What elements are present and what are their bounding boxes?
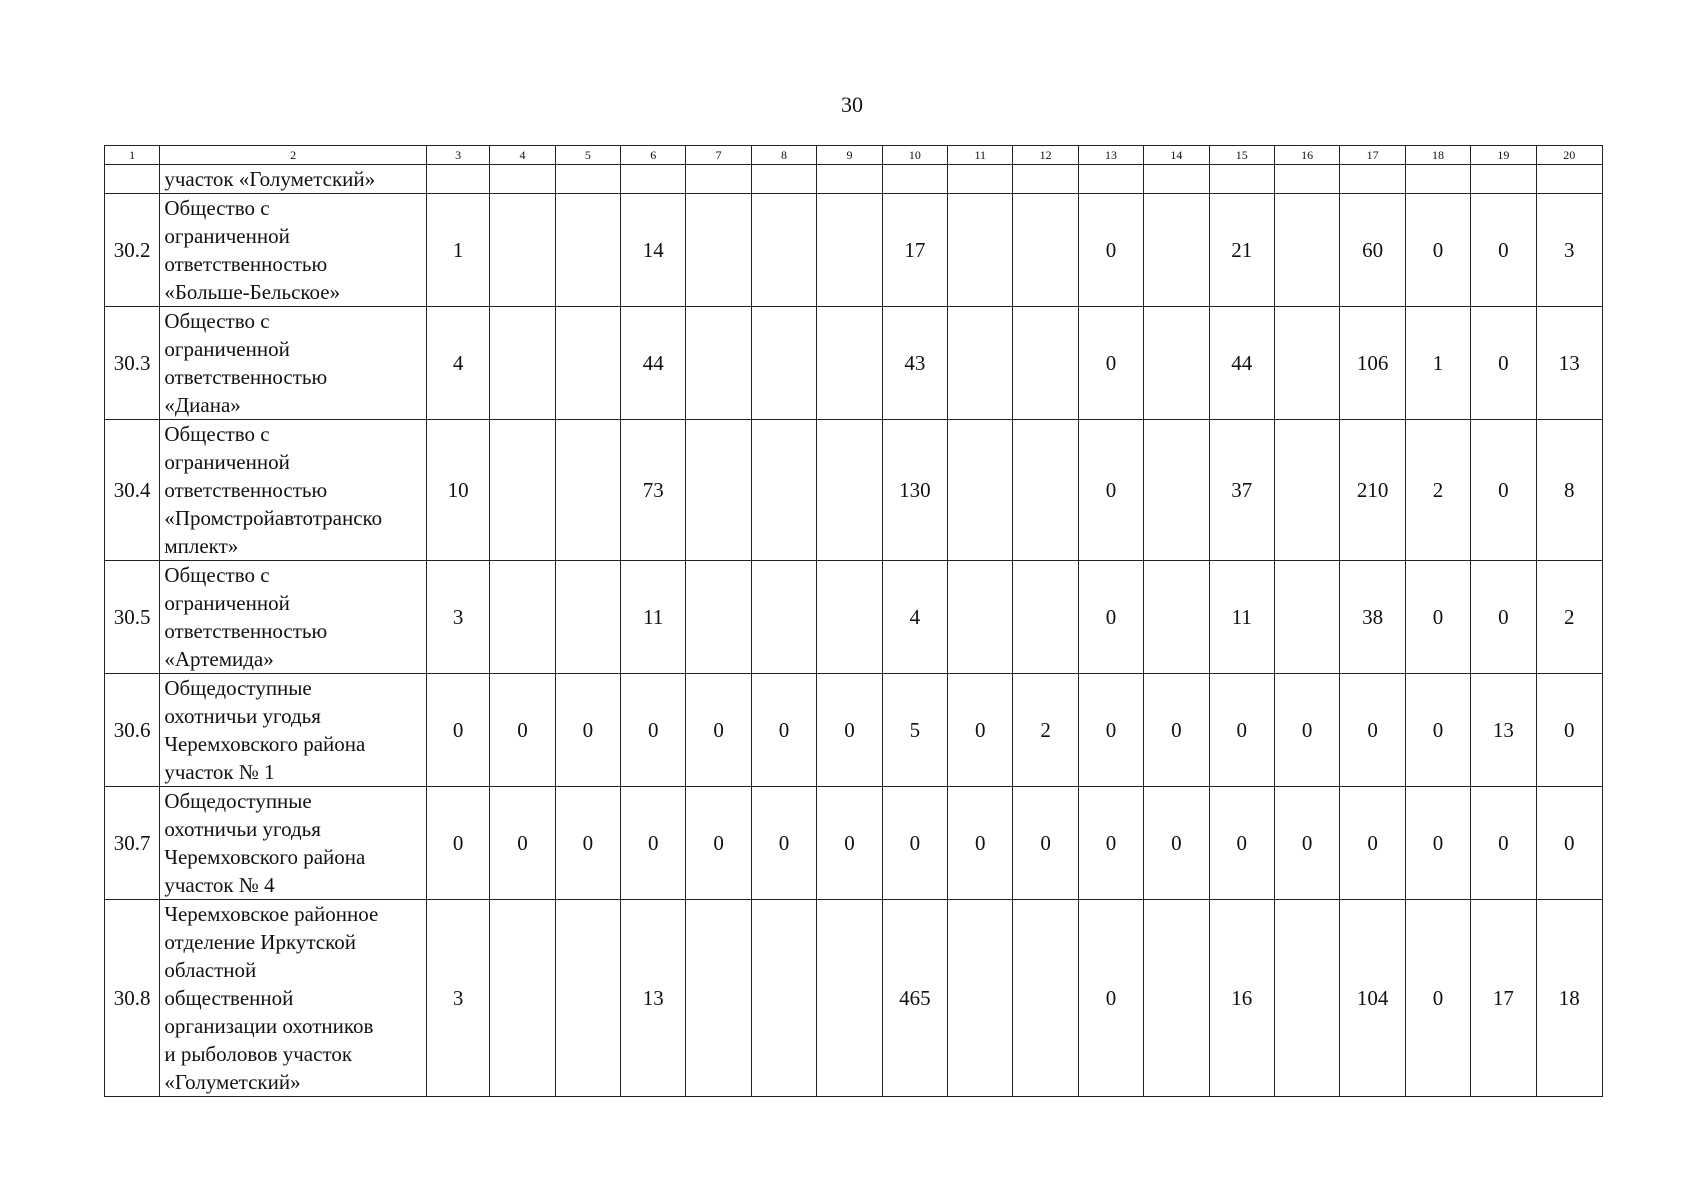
value-cell: 0 xyxy=(1274,787,1339,900)
table-row xyxy=(105,674,1603,787)
value-cell xyxy=(948,165,1013,194)
value-cell xyxy=(555,900,620,1097)
value-cell xyxy=(1013,420,1078,561)
value-cell: 13 xyxy=(1471,674,1536,787)
value-cell xyxy=(1144,165,1209,194)
value-cell: 8 xyxy=(1536,420,1602,561)
value-cell xyxy=(948,900,1013,1097)
value-cell xyxy=(1144,900,1209,1097)
organization-name-line: «Диана» xyxy=(164,393,241,417)
column-header: 16 xyxy=(1274,146,1339,165)
value-cell: 17 xyxy=(1471,900,1536,1097)
value-cell: 0 xyxy=(1274,674,1339,787)
row-number: 30.5 xyxy=(105,561,160,674)
value-cell xyxy=(1274,561,1339,674)
organization-name-line: ответственностью xyxy=(164,365,328,389)
value-cell: 13 xyxy=(1536,307,1602,420)
organization-name-line: Черемховское районное xyxy=(164,902,379,926)
value-cell: 0 xyxy=(1405,194,1470,307)
value-cell: 44 xyxy=(1209,307,1274,420)
organization-name-line: «Артемида» xyxy=(164,647,274,671)
value-cell: 0 xyxy=(555,787,620,900)
value-cell: 0 xyxy=(1405,674,1470,787)
value-cell xyxy=(1144,561,1209,674)
value-cell: 0 xyxy=(1078,561,1143,674)
value-cell xyxy=(555,420,620,561)
value-cell xyxy=(1078,165,1143,194)
value-cell: 0 xyxy=(1078,307,1143,420)
value-cell: 0 xyxy=(1405,787,1470,900)
value-cell xyxy=(1274,307,1339,420)
row-number: 30.2 xyxy=(105,194,160,307)
organization-name-line: ответственностью xyxy=(164,478,328,502)
organization-name-line: ограниченной xyxy=(164,337,290,361)
value-cell: 130 xyxy=(882,420,947,561)
value-cell: 17 xyxy=(882,194,947,307)
value-cell xyxy=(948,307,1013,420)
row-number: 30.6 xyxy=(105,674,160,787)
value-cell xyxy=(1405,165,1470,194)
column-header: 15 xyxy=(1209,146,1274,165)
value-cell xyxy=(1144,420,1209,561)
row-number: 30.7 xyxy=(105,787,160,900)
column-header: 17 xyxy=(1340,146,1405,165)
value-cell xyxy=(490,307,555,420)
value-cell xyxy=(555,561,620,674)
organization-name xyxy=(160,561,427,674)
value-cell: 0 xyxy=(621,787,686,900)
value-cell xyxy=(426,165,489,194)
organization-name xyxy=(160,165,427,194)
value-cell xyxy=(817,900,882,1097)
data-table xyxy=(104,145,1603,1097)
value-cell: 0 xyxy=(1078,674,1143,787)
value-cell: 0 xyxy=(426,787,489,900)
value-cell: 21 xyxy=(1209,194,1274,307)
value-cell: 0 xyxy=(621,674,686,787)
value-cell: 0 xyxy=(751,787,816,900)
value-cell: 16 xyxy=(1209,900,1274,1097)
value-cell: 0 xyxy=(1078,787,1143,900)
organization-name xyxy=(160,420,427,561)
value-cell xyxy=(751,900,816,1097)
value-cell xyxy=(490,561,555,674)
organization-name-line: организации охотников xyxy=(164,1014,374,1038)
column-header: 19 xyxy=(1471,146,1536,165)
value-cell: 0 xyxy=(1013,787,1078,900)
value-cell xyxy=(555,194,620,307)
value-cell: 210 xyxy=(1340,420,1405,561)
value-cell xyxy=(751,307,816,420)
value-cell: 5 xyxy=(882,674,947,787)
value-cell: 0 xyxy=(1471,307,1536,420)
value-cell xyxy=(817,420,882,561)
value-cell xyxy=(490,420,555,561)
value-cell: 0 xyxy=(948,674,1013,787)
value-cell xyxy=(1274,900,1339,1097)
organization-name-line: мплект» xyxy=(164,534,239,558)
value-cell: 11 xyxy=(1209,561,1274,674)
value-cell: 0 xyxy=(1471,787,1536,900)
value-cell xyxy=(948,561,1013,674)
value-cell xyxy=(555,165,620,194)
value-cell: 104 xyxy=(1340,900,1405,1097)
value-cell xyxy=(1274,165,1339,194)
table-row xyxy=(105,194,1603,307)
organization-name-line: Общество с xyxy=(164,196,270,220)
organization-name-line: Общество с xyxy=(164,309,270,333)
value-cell: 0 xyxy=(1405,900,1470,1097)
organization-name xyxy=(160,674,427,787)
value-cell: 0 xyxy=(1536,674,1602,787)
value-cell: 0 xyxy=(751,674,816,787)
value-cell: 0 xyxy=(1340,787,1405,900)
table-row xyxy=(105,900,1603,1097)
value-cell: 0 xyxy=(1536,787,1602,900)
value-cell xyxy=(555,307,620,420)
organization-name-line: участок «Голуметский» xyxy=(164,167,376,191)
organization-name-line: «Голуметский» xyxy=(164,1070,301,1094)
organization-name-line: ограниченной xyxy=(164,450,290,474)
value-cell: 73 xyxy=(621,420,686,561)
column-header: 8 xyxy=(751,146,816,165)
organization-name-line: ограниченной xyxy=(164,224,290,248)
organization-name-line: ограниченной xyxy=(164,591,290,615)
row-number: 30.8 xyxy=(105,900,160,1097)
row-number: 30.3 xyxy=(105,307,160,420)
value-cell: 0 xyxy=(686,674,751,787)
organization-name-line: и рыболовов участок xyxy=(164,1042,353,1066)
value-cell xyxy=(490,194,555,307)
organization-name-line: ответственностью xyxy=(164,619,328,643)
column-header: 7 xyxy=(686,146,751,165)
value-cell xyxy=(686,307,751,420)
value-cell xyxy=(817,165,882,194)
value-cell xyxy=(1209,165,1274,194)
value-cell: 0 xyxy=(555,674,620,787)
organization-name-line: Общедоступные xyxy=(164,676,312,700)
value-cell: 0 xyxy=(490,674,555,787)
page-number: 30 xyxy=(841,92,863,117)
value-cell: 37 xyxy=(1209,420,1274,561)
value-cell: 0 xyxy=(1471,561,1536,674)
value-cell: 3 xyxy=(1536,194,1602,307)
value-cell: 18 xyxy=(1536,900,1602,1097)
value-cell xyxy=(751,561,816,674)
organization-name xyxy=(160,787,427,900)
value-cell: 60 xyxy=(1340,194,1405,307)
value-cell: 10 xyxy=(426,420,489,561)
value-cell xyxy=(817,561,882,674)
value-cell xyxy=(948,194,1013,307)
organization-name xyxy=(160,194,427,307)
value-cell: 1 xyxy=(1405,307,1470,420)
value-cell: 0 xyxy=(1078,420,1143,561)
value-cell: 0 xyxy=(817,787,882,900)
value-cell xyxy=(751,194,816,307)
organization-name-line: Черемховского района xyxy=(164,845,366,869)
organization-name-line: ответственностью xyxy=(164,252,328,276)
table-row xyxy=(105,307,1603,420)
organization-name-line: участок № 1 xyxy=(164,760,275,784)
value-cell: 0 xyxy=(1144,787,1209,900)
value-cell xyxy=(1536,165,1602,194)
value-cell: 0 xyxy=(1209,787,1274,900)
column-header: 18 xyxy=(1405,146,1470,165)
value-cell xyxy=(1144,194,1209,307)
header-row xyxy=(105,146,1603,165)
table-body xyxy=(105,165,1603,1097)
table-row xyxy=(105,165,1603,194)
value-cell: 0 xyxy=(1078,900,1143,1097)
value-cell xyxy=(1013,561,1078,674)
value-cell: 0 xyxy=(1471,420,1536,561)
table-row xyxy=(105,561,1603,674)
value-cell xyxy=(621,165,686,194)
organization-name-line: охотничьи угодья xyxy=(164,704,321,728)
column-header: 6 xyxy=(621,146,686,165)
organization-name-line: общественной xyxy=(164,986,294,1010)
value-cell xyxy=(686,194,751,307)
value-cell: 0 xyxy=(1144,674,1209,787)
organization-name-line: охотничьи угодья xyxy=(164,817,321,841)
value-cell xyxy=(686,420,751,561)
value-cell: 43 xyxy=(882,307,947,420)
value-cell xyxy=(751,420,816,561)
value-cell: 0 xyxy=(1471,194,1536,307)
value-cell: 2 xyxy=(1536,561,1602,674)
column-header: 20 xyxy=(1536,146,1602,165)
column-header: 11 xyxy=(948,146,1013,165)
value-cell xyxy=(1013,194,1078,307)
column-header: 3 xyxy=(426,146,489,165)
value-cell xyxy=(1274,420,1339,561)
row-number: 30.4 xyxy=(105,420,160,561)
value-cell: 2 xyxy=(1405,420,1470,561)
value-cell: 1 xyxy=(426,194,489,307)
value-cell xyxy=(1471,165,1536,194)
column-header: 12 xyxy=(1013,146,1078,165)
table-row xyxy=(105,420,1603,561)
value-cell: 13 xyxy=(621,900,686,1097)
value-cell: 3 xyxy=(426,900,489,1097)
organization-name xyxy=(160,900,427,1097)
value-cell: 465 xyxy=(882,900,947,1097)
value-cell: 4 xyxy=(882,561,947,674)
value-cell: 0 xyxy=(817,674,882,787)
organization-name-line: отделение Иркутской xyxy=(164,930,357,954)
value-cell xyxy=(882,165,947,194)
value-cell xyxy=(490,900,555,1097)
value-cell xyxy=(1340,165,1405,194)
column-header: 1 xyxy=(105,146,160,165)
column-header: 9 xyxy=(817,146,882,165)
column-header: 13 xyxy=(1078,146,1143,165)
organization-name-line: Общество с xyxy=(164,422,270,446)
value-cell xyxy=(1013,900,1078,1097)
value-cell: 14 xyxy=(621,194,686,307)
value-cell xyxy=(817,307,882,420)
table-row xyxy=(105,787,1603,900)
value-cell xyxy=(686,561,751,674)
organization-name-line: Черемховского района xyxy=(164,732,366,756)
value-cell: 0 xyxy=(1340,674,1405,787)
value-cell: 11 xyxy=(621,561,686,674)
value-cell xyxy=(1144,307,1209,420)
value-cell xyxy=(490,165,555,194)
value-cell: 0 xyxy=(1209,674,1274,787)
organization-name-line: «Промстройавтотранско xyxy=(164,506,383,530)
value-cell xyxy=(1274,194,1339,307)
value-cell xyxy=(686,165,751,194)
value-cell: 106 xyxy=(1340,307,1405,420)
value-cell: 0 xyxy=(426,674,489,787)
organization-name xyxy=(160,307,427,420)
value-cell: 0 xyxy=(882,787,947,900)
organization-name-line: Общедоступные xyxy=(164,789,312,813)
organization-name-line: участок № 4 xyxy=(164,873,275,897)
column-header: 5 xyxy=(555,146,620,165)
column-header: 4 xyxy=(490,146,555,165)
value-cell: 0 xyxy=(1405,561,1470,674)
column-header: 2 xyxy=(160,146,427,165)
column-header: 10 xyxy=(882,146,947,165)
value-cell: 2 xyxy=(1013,674,1078,787)
organization-name-line: Общество с xyxy=(164,563,270,587)
organization-name-line: областной xyxy=(164,958,257,982)
row-number xyxy=(105,165,160,194)
value-cell: 38 xyxy=(1340,561,1405,674)
value-cell xyxy=(686,900,751,1097)
organization-name-line: «Больше-Бельское» xyxy=(164,280,341,304)
value-cell xyxy=(817,194,882,307)
value-cell: 0 xyxy=(948,787,1013,900)
value-cell: 0 xyxy=(1078,194,1143,307)
value-cell: 3 xyxy=(426,561,489,674)
value-cell xyxy=(948,420,1013,561)
value-cell xyxy=(1013,307,1078,420)
column-header: 14 xyxy=(1144,146,1209,165)
value-cell: 0 xyxy=(490,787,555,900)
value-cell: 4 xyxy=(426,307,489,420)
value-cell: 44 xyxy=(621,307,686,420)
value-cell xyxy=(751,165,816,194)
value-cell: 0 xyxy=(686,787,751,900)
value-cell xyxy=(1013,165,1078,194)
